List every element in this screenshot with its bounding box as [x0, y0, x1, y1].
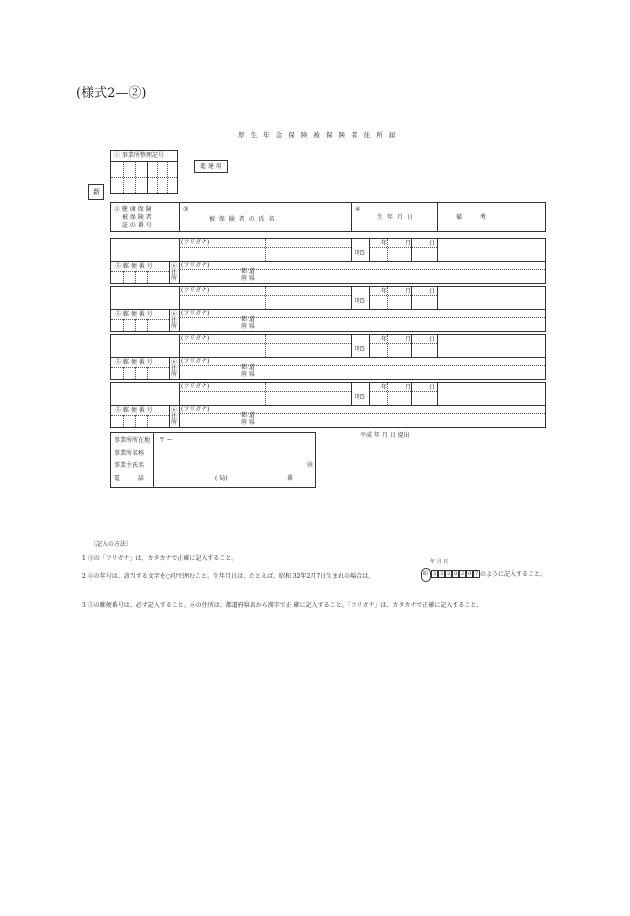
- day-label: 日: [429, 336, 436, 343]
- office-code-box: [110, 150, 178, 194]
- table-row: [110, 334, 546, 380]
- birth-header: 生 年 月 日: [377, 214, 414, 221]
- insured-no-line-3: 証 の 番 号: [122, 222, 152, 229]
- header-row: [110, 202, 546, 232]
- year-label: 年: [381, 288, 388, 295]
- day-label: 日: [429, 288, 436, 295]
- insured-no-line-1: ② 健 康 保 険: [114, 206, 152, 213]
- example-digit: 2: [461, 571, 465, 577]
- insured-no-line-2: 被 保 険 者: [122, 214, 152, 221]
- table-row: [110, 238, 546, 284]
- address-label: ⑥ 住 所: [171, 263, 178, 282]
- office-address-label: 事業所所在地: [114, 437, 151, 444]
- era-label: 明5: [355, 298, 365, 305]
- example-digit: 3: [433, 571, 437, 577]
- pref-bottom: 府 県: [241, 323, 255, 330]
- address-label: ⑥ 住 所: [171, 407, 178, 426]
- month-label: 月: [405, 288, 412, 295]
- year-label: 年: [381, 384, 388, 391]
- pref-bottom: 府 県: [241, 275, 255, 282]
- postal-label: ⑤ 郵 便 番 号: [115, 359, 153, 366]
- example-era-circle: [421, 568, 431, 582]
- address-furigana-label: (フリガナ): [181, 406, 210, 413]
- express-box: [194, 160, 228, 173]
- new-label: 新: [93, 188, 100, 196]
- express-label: 進 達 用: [200, 163, 222, 170]
- example-head: 年 月 日: [430, 559, 449, 565]
- example-digit: 0: [468, 571, 472, 577]
- postal-label: ⑤ 郵 便 番 号: [115, 263, 153, 270]
- pref-top: 都 道: [241, 268, 255, 275]
- birth-num: ④: [355, 206, 361, 213]
- form-title: 厚 生 年 金 保 険 被 保 険 者 住 所 届: [238, 131, 398, 139]
- pref-top: 都 道: [241, 316, 255, 323]
- pref-bottom: 府 県: [241, 419, 255, 426]
- address-label: ⑥ 住 所: [171, 359, 178, 378]
- instruction-2: 2 ④の年号は、該当する文字を○印で囲むこと。生年月日は、たとえば、昭和 32年2月7日生まれの場合は、: [82, 573, 375, 580]
- instruction-3: 3 ⑤の郵便番号は、必ず記入すること。⑥の住所は、都道府県名から漢字で正 確に記入すること。「フリガナ」は、カタカナで正確に記入すること。: [82, 602, 483, 609]
- month-label: 月: [405, 240, 412, 247]
- table-row: [110, 382, 546, 428]
- pref-top: 都 道: [241, 364, 255, 371]
- office-info-box: [110, 432, 316, 488]
- submit-date: 平成 年 月 日 提出: [360, 432, 410, 439]
- office-postal-mark: 〒 ー: [159, 437, 173, 444]
- era-label: 明5: [355, 250, 365, 257]
- name-header: 被 保 険 者 の 氏 名: [209, 216, 276, 223]
- office-name-label: 事業所名称: [114, 450, 145, 457]
- address-furigana-label: (フリガナ): [181, 262, 210, 269]
- month-label: 月: [405, 336, 412, 343]
- office-code-label: ① 事業所整理記号: [114, 152, 164, 159]
- era-label: 明5: [355, 346, 365, 353]
- table-row: [110, 286, 546, 332]
- furigana-label: (フリガナ): [181, 335, 210, 342]
- year-label: 年: [381, 336, 388, 343]
- furigana-label: (フリガナ): [181, 239, 210, 246]
- address-furigana-label: (フリガナ): [181, 310, 210, 317]
- furigana-label: (フリガナ): [181, 287, 210, 294]
- example-digit: 0: [454, 571, 458, 577]
- office-phone-no: 番: [287, 475, 294, 482]
- remarks-header: 備 考: [456, 214, 494, 221]
- era-label: 明5: [355, 394, 365, 401]
- seal-mark: ㊞: [307, 462, 314, 469]
- address-label: ⑥ 住 所: [171, 311, 178, 330]
- instructions-heading: 〔記入の方法〕: [90, 541, 133, 548]
- postal-label: ⑤ 郵 便 番 号: [115, 311, 153, 318]
- example-digit: 2: [447, 571, 451, 577]
- example-digit: 7: [475, 571, 479, 577]
- day-label: 日: [429, 384, 436, 391]
- name-num: ③: [183, 206, 189, 213]
- example-era: 昭: [423, 571, 429, 577]
- pref-top: 都 道: [241, 412, 255, 419]
- office-phone-area: ( 局): [215, 475, 228, 482]
- example-suffix: のように記入すること。: [480, 571, 547, 578]
- office-phone-label: 電 話: [114, 475, 152, 482]
- example-digit: 3: [440, 571, 444, 577]
- address-furigana-label: (フリガナ): [181, 358, 210, 365]
- new-box: [88, 184, 104, 200]
- postal-label: ⑤ 郵 便 番 号: [115, 407, 153, 414]
- form-number-label: (様式2—②): [76, 86, 147, 101]
- furigana-label: (フリガナ): [181, 383, 210, 390]
- instruction-1: 1 ③の「フリガナ」は、カタカナで正確に記入すること。: [82, 555, 238, 562]
- day-label: 日: [429, 240, 436, 247]
- year-label: 年: [381, 240, 388, 247]
- example-birthdate-box: [418, 556, 478, 592]
- month-label: 月: [405, 384, 412, 391]
- pref-bottom: 府 県: [241, 371, 255, 378]
- office-owner-label: 事業主氏名: [114, 462, 145, 469]
